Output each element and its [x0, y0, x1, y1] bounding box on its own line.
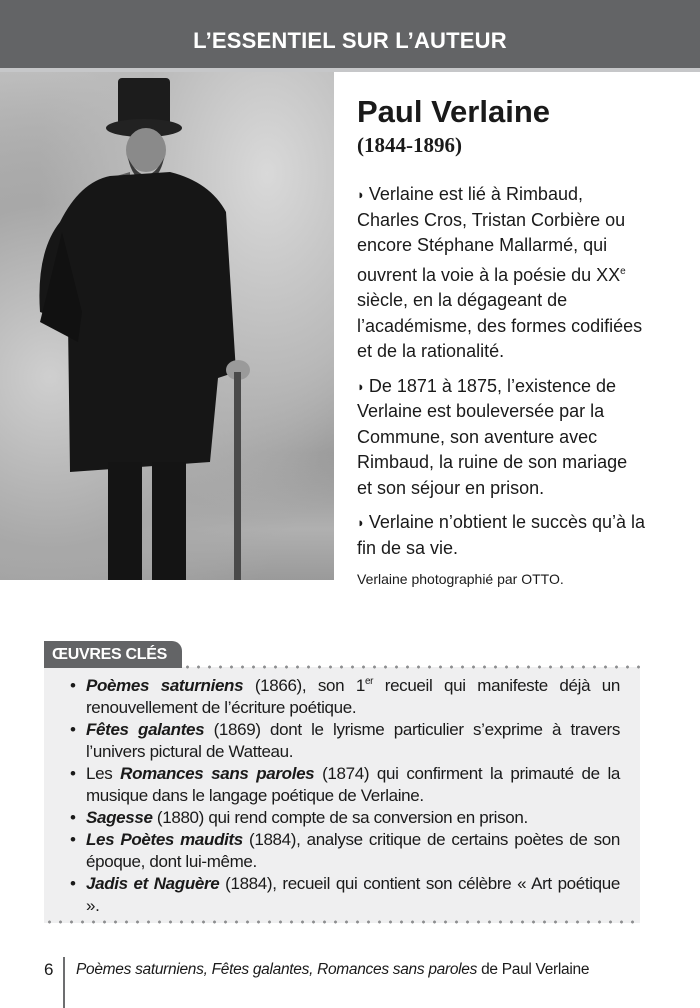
bio-point: ◗ Verlaine n’obtient le succès qu’à la fin de sa vie.	[357, 512, 646, 558]
list-item: • Les Romances sans paroles (1874) qui confirment la primauté de la musique dans le langage poétique de Verlaine.	[70, 764, 621, 805]
running-footer	[76, 961, 589, 979]
list-item: • Les Poètes maudits (1884), analyse critique de certains poètes de son époque, dont lui-même.	[70, 830, 620, 871]
bullet-icon: •	[70, 830, 76, 849]
section-title: L’ESSENTIEL SUR L’AUTEUR	[193, 28, 507, 53]
bio-point: ◗ De 1871 à 1875, l’existence de Verlaine est bouleversée par la Commune, son aventure avec Rimbaud, la ruine de son mariage et son séjour en prison.	[357, 375, 628, 498]
half-circle-bullet-icon: ◗	[357, 515, 365, 530]
bullet-icon: •	[70, 764, 76, 783]
work-title: Les Poètes maudits	[86, 830, 243, 849]
list-item: • Poèmes saturniens (1866), son 1er recueil qui manifeste déjà un renouvellement de l’écriture poétique.	[70, 676, 620, 717]
footer-divider	[63, 957, 65, 1008]
list-item: • Jadis et Naguère (1884), recueil qui contient son célèbre « Art poétique ».	[70, 874, 620, 915]
page-footer	[0, 955, 700, 1008]
key-works-heading: ŒUVRES CLÉS	[44, 641, 182, 668]
portrait-illustration	[0, 72, 334, 580]
dotted-divider-bottom	[44, 920, 640, 924]
half-circle-bullet-icon: ◗	[357, 187, 365, 202]
section-header	[0, 0, 700, 68]
bullet-icon: •	[70, 720, 76, 739]
book-author: de Paul Verlaine	[477, 961, 590, 978]
book-titles: Poèmes saturniens, Fêtes galantes, Romances sans paroles	[76, 961, 478, 978]
author-dates: (1844-1896)	[357, 133, 462, 157]
dotted-divider-top	[182, 665, 640, 669]
author-bio	[357, 94, 687, 588]
bullet-icon: •	[70, 808, 76, 827]
key-works-list	[68, 675, 620, 917]
bullet-icon: •	[70, 676, 76, 695]
half-circle-bullet-icon: ◗	[357, 378, 365, 394]
author-name: Paul Verlaine	[357, 94, 550, 129]
page-number: 6	[44, 960, 54, 979]
bullet-icon: •	[70, 874, 76, 893]
list-item: • Fêtes galantes (1869) dont le lyrisme particulier s’exprime à travers l’univers pictural de Watteau.	[70, 720, 620, 761]
work-title: Fêtes galantes	[86, 720, 205, 739]
list-item: • Sagesse (1880) qui rend compte de sa conversion en prison.	[70, 808, 528, 827]
work-title: Jadis et Naguère	[86, 874, 220, 893]
bio-point: ◗ Verlaine est lié à Rimbaud, Charles Cros, Tristan Corbière ou encore Stéphane Mallarmé, qui ouvrent la voie à la poésie du XXe siècle, en la dégageant de l’académisme, des formes codifiées et de la rationalité.	[357, 184, 643, 361]
work-title: Romances sans paroles	[120, 764, 315, 783]
author-photo	[0, 72, 334, 580]
bio-points	[357, 182, 687, 561]
work-title: Poèmes saturniens	[86, 676, 244, 695]
photo-caption: Verlaine photographié par OTTO.	[357, 571, 564, 587]
work-title: Sagesse	[86, 808, 153, 827]
